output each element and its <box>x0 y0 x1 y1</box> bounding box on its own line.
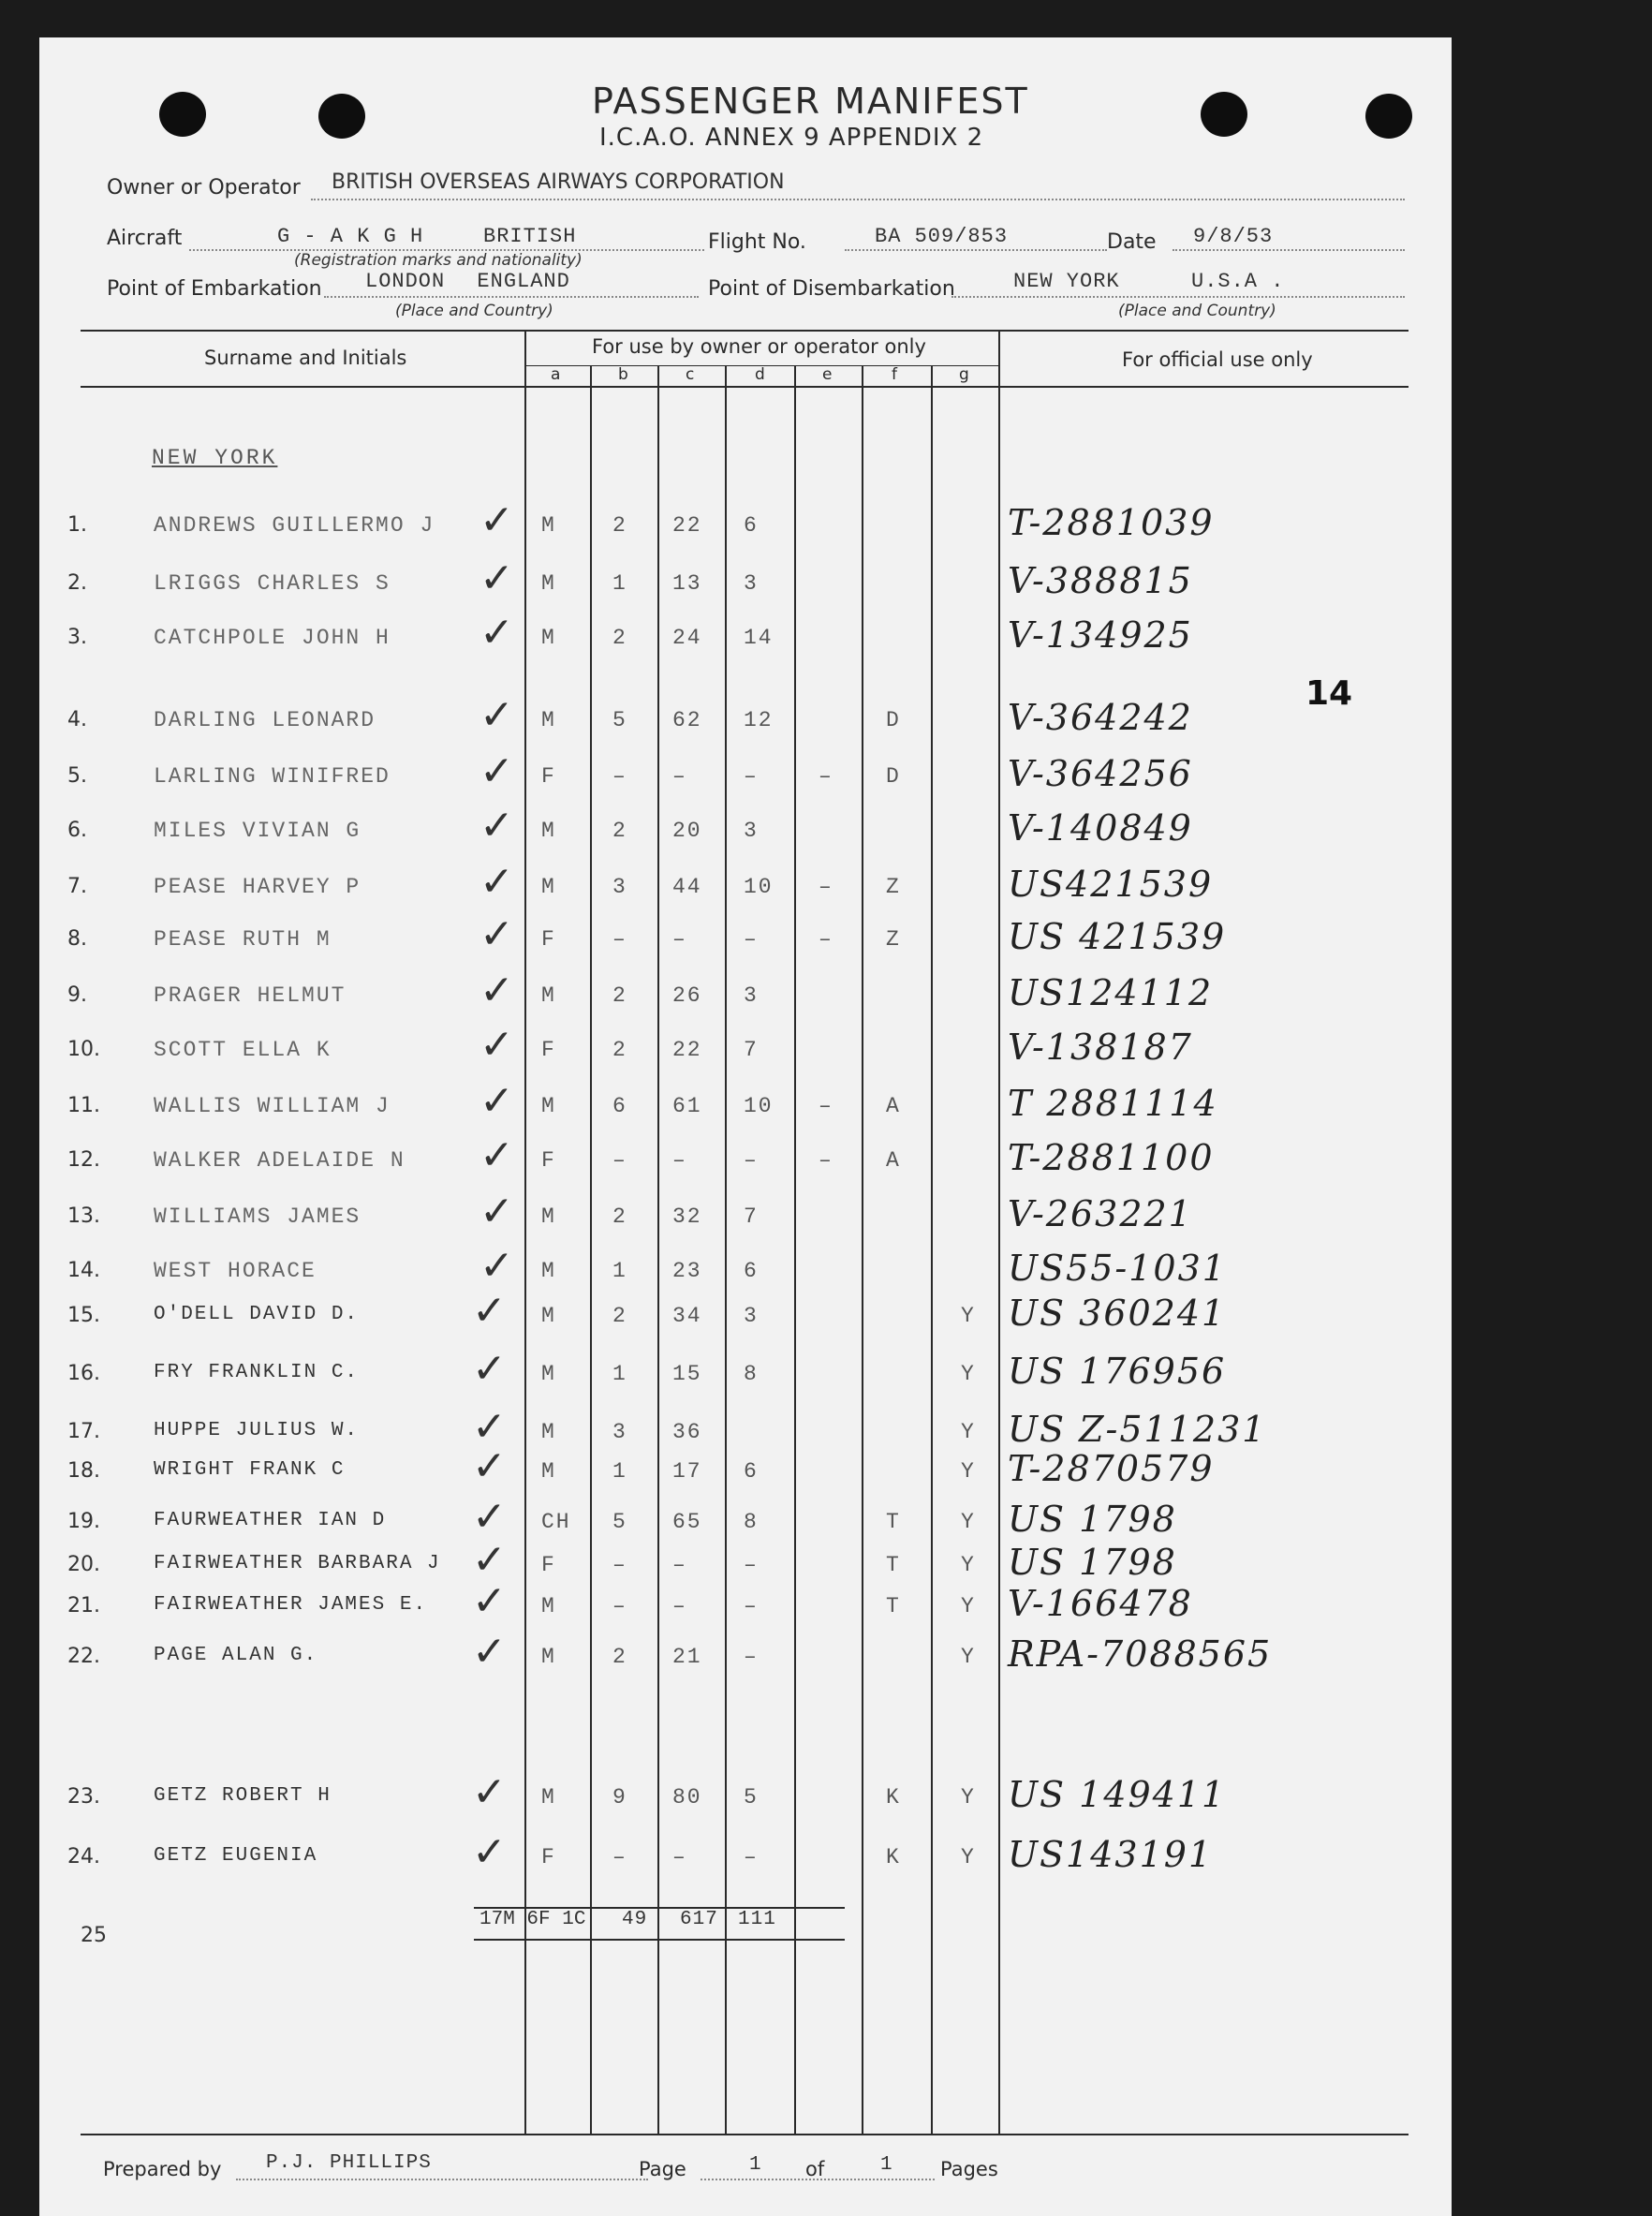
cell-c: 23 <box>672 1259 702 1283</box>
checkmark-icon: ✓ <box>479 858 514 906</box>
cell-b: 3 <box>612 1420 627 1444</box>
cell-f: D <box>886 708 901 732</box>
official-number-handwritten: V-364256 <box>1008 753 1193 794</box>
cell-c: 17 <box>672 1459 702 1484</box>
official-number-handwritten: RPA-7088565 <box>1008 1633 1273 1675</box>
official-number-handwritten: US 1798 <box>1008 1499 1177 1540</box>
checkmark-icon: ✓ <box>479 1242 514 1290</box>
page-mark-14: 14 <box>1305 674 1353 713</box>
cell-a: M <box>541 1645 556 1669</box>
cell-c: 32 <box>672 1204 702 1229</box>
subcol-d: d <box>755 365 765 384</box>
checkmark-icon: ✓ <box>472 1403 507 1451</box>
aircraft-value: G - A K G H <box>277 225 424 248</box>
passenger-name: FRY FRANKLIN C. <box>154 1362 360 1383</box>
cell-b: 9 <box>612 1785 627 1810</box>
official-number-handwritten: V-388815 <box>1008 560 1193 601</box>
passenger-name: WRIGHT FRANK C <box>154 1459 346 1481</box>
cell-c: 22 <box>672 1038 702 1062</box>
cell-b: 2 <box>612 513 627 538</box>
cell-e: – <box>819 764 833 789</box>
embark-value: LONDON ENGLAND <box>365 270 570 293</box>
cell-d: – <box>744 764 759 789</box>
cell-a: M <box>541 875 556 899</box>
official-number-handwritten: V-138187 <box>1008 1027 1193 1068</box>
prepared-label: Prepared by <box>103 2158 222 2180</box>
registration-note: (Registration marks and nationality) <box>294 251 583 270</box>
cell-g: Y <box>961 1362 976 1386</box>
cell-c: 20 <box>672 819 702 843</box>
subcol-b: b <box>618 365 628 384</box>
cell-f: T <box>886 1510 901 1534</box>
cell-g: Y <box>961 1510 976 1534</box>
col-header-official: For official use only <box>1122 348 1313 371</box>
checkmark-icon: ✓ <box>479 802 514 849</box>
row-number: 8. <box>67 927 87 951</box>
passenger-name: FAURWEATHER IAN D <box>154 1510 387 1531</box>
official-number-handwritten: US Z-511231 <box>1008 1409 1267 1450</box>
form-title: PASSENGER MANIFEST <box>592 81 1029 122</box>
table-row <box>39 1345 1452 1399</box>
cell-f: K <box>886 1845 901 1869</box>
cell-a: M <box>541 1094 556 1118</box>
cell-c: – <box>672 1553 687 1577</box>
official-number-handwritten: T-2870579 <box>1008 1448 1215 1489</box>
official-number-handwritten: T 2881114 <box>1008 1083 1218 1124</box>
checkmark-icon: ✓ <box>479 554 514 602</box>
row-number: 23. <box>67 1785 100 1809</box>
cell-a: M <box>541 983 556 1008</box>
cell-c: – <box>672 1148 687 1173</box>
aircraft-label: Aircraft <box>107 227 183 250</box>
row-number: 17. <box>67 1420 100 1443</box>
cell-b: – <box>612 764 627 789</box>
passenger-name: LRIGGS CHARLES S <box>154 571 391 596</box>
disembark-label: Point of Disembarkation <box>708 277 955 301</box>
cell-c: 36 <box>672 1420 702 1444</box>
cell-a: F <box>541 1845 556 1869</box>
cell-a: M <box>541 1204 556 1229</box>
official-number-handwritten: US 1798 <box>1008 1542 1177 1583</box>
cell-f: D <box>886 764 901 789</box>
cell-a: F <box>541 1038 556 1062</box>
pages-label: Pages <box>940 2158 998 2180</box>
official-number-handwritten: V-140849 <box>1008 807 1193 849</box>
date-value: 9/8/53 <box>1193 225 1274 248</box>
cell-a: M <box>541 1594 556 1618</box>
embark-label: Point of Embarkation <box>107 277 322 301</box>
punch-hole-left-2 <box>318 94 365 139</box>
official-number-handwritten: V-364242 <box>1008 697 1193 738</box>
cell-c: – <box>672 927 687 952</box>
checkmark-icon: ✓ <box>472 1577 507 1625</box>
cell-c: 80 <box>672 1785 702 1810</box>
cell-d: – <box>744 1845 759 1869</box>
row-number: 12. <box>67 1148 100 1172</box>
cell-c: 65 <box>672 1510 702 1534</box>
official-number-handwritten: US 360241 <box>1008 1293 1227 1334</box>
cell-d: – <box>744 1645 759 1669</box>
cell-a: M <box>541 1362 556 1386</box>
cell-b: 5 <box>612 708 627 732</box>
page-label: Page <box>639 2158 686 2180</box>
cell-a: M <box>541 819 556 843</box>
row-number: 6. <box>67 819 87 842</box>
cell-b: – <box>612 1553 627 1577</box>
row-number: 2. <box>67 571 87 595</box>
table-row <box>39 1493 1452 1547</box>
page-dotted-line <box>701 2179 935 2180</box>
official-number-handwritten: T-2881039 <box>1008 502 1215 543</box>
cell-b: 2 <box>612 626 627 650</box>
official-number-handwritten: T-2881100 <box>1008 1137 1215 1178</box>
table-row <box>39 967 1452 1021</box>
cell-c: 21 <box>672 1645 702 1669</box>
passenger-name: O'DELL DAVID D. <box>154 1304 360 1325</box>
cell-a: M <box>541 1785 556 1810</box>
cell-c: 13 <box>672 571 702 596</box>
table-row <box>39 802 1452 856</box>
cell-g: Y <box>961 1645 976 1669</box>
cell-a: M <box>541 513 556 538</box>
cell-c: 34 <box>672 1304 702 1328</box>
flight-value: BA 509/853 <box>875 225 1009 248</box>
table-row <box>39 1077 1452 1131</box>
cell-d: – <box>744 927 759 952</box>
checkmark-icon: ✓ <box>479 609 514 657</box>
passenger-name: PAGE ALAN G. <box>154 1645 318 1666</box>
cell-b: 3 <box>612 875 627 899</box>
table-bottom-rule <box>81 2134 1409 2135</box>
subcol-g: g <box>959 365 969 384</box>
cell-a: M <box>541 571 556 596</box>
prepared-dotted-line <box>236 2179 648 2180</box>
cell-a: F <box>541 1148 556 1173</box>
pages-value: 1 <box>880 2154 893 2176</box>
row-number: 13. <box>67 1204 100 1228</box>
table-row <box>39 1242 1452 1296</box>
official-number-handwritten: V-134925 <box>1008 614 1193 656</box>
cell-b: 1 <box>612 1259 627 1283</box>
cell-e: – <box>819 927 833 952</box>
cell-c: 22 <box>672 513 702 538</box>
table-row <box>39 910 1452 965</box>
form-subtitle: I.C.A.O. ANNEX 9 APPENDIX 2 <box>599 124 984 152</box>
passenger-name: PRAGER HELMUT <box>154 983 347 1008</box>
row-number: 3. <box>67 626 87 649</box>
totals-b: 49 <box>622 1909 648 1930</box>
official-number-handwritten: US143191 <box>1008 1834 1214 1875</box>
disembark-country: U.S.A . <box>1191 270 1285 293</box>
col-header-owner-use: For use by owner or operator only <box>592 335 926 358</box>
table-row <box>39 1828 1452 1883</box>
passenger-name: FAIRWEATHER JAMES E. <box>154 1594 428 1616</box>
cell-d: 3 <box>744 983 759 1008</box>
cell-a: M <box>541 708 556 732</box>
checkmark-icon: ✓ <box>472 1828 507 1876</box>
cell-a: F <box>541 927 556 952</box>
passenger-name: PEASE RUTH M <box>154 927 332 952</box>
passenger-name: DARLING LEONARD <box>154 708 376 732</box>
passenger-name: PEASE HARVEY P <box>154 875 361 899</box>
cell-d: 3 <box>744 819 759 843</box>
table-row <box>39 858 1452 912</box>
cell-c: 61 <box>672 1094 702 1118</box>
passenger-name: WEST HORACE <box>154 1259 317 1283</box>
passenger-name: ANDREWS GUILLERMO J <box>154 513 435 538</box>
row-number: 14. <box>67 1259 100 1282</box>
table-top-rule <box>81 330 1409 332</box>
cell-d: – <box>744 1594 759 1618</box>
disembark-city: NEW YORK <box>1013 270 1120 293</box>
flight-label: Flight No. <box>708 230 806 254</box>
cell-d: 12 <box>744 708 774 732</box>
row-number: 16. <box>67 1362 100 1385</box>
cell-d: 10 <box>744 875 774 899</box>
checkmark-icon: ✓ <box>472 1628 507 1676</box>
row-number: 7. <box>67 875 87 898</box>
totals-bottom-rule <box>474 1939 845 1941</box>
punch-hole-left-1 <box>159 92 206 137</box>
passenger-name: FAIRWEATHER BARBARA J <box>154 1553 441 1574</box>
cell-b: 1 <box>612 571 627 596</box>
cell-d: 6 <box>744 1459 759 1484</box>
cell-b: 1 <box>612 1362 627 1386</box>
cell-d: 6 <box>744 1259 759 1283</box>
date-dotted-line <box>1173 249 1405 251</box>
row-number: 15. <box>67 1304 100 1327</box>
cell-b: – <box>612 1148 627 1173</box>
owner-label: Owner or Operator <box>107 176 301 199</box>
passenger-name: GETZ EUGENIA <box>154 1845 318 1867</box>
official-number-handwritten: US55-1031 <box>1008 1248 1227 1289</box>
cell-f: Z <box>886 875 901 899</box>
totals-c: 617 <box>680 1909 718 1930</box>
table-row <box>39 1628 1452 1682</box>
cell-g: Y <box>961 1594 976 1618</box>
cell-b: 2 <box>612 1204 627 1229</box>
official-number-handwritten: US 149411 <box>1008 1774 1227 1815</box>
cell-a: M <box>541 1304 556 1328</box>
cell-b: 2 <box>612 1038 627 1062</box>
cell-g: Y <box>961 1845 976 1869</box>
prepared-value: P.J. PHILLIPS <box>266 2152 432 2174</box>
date-label: Date <box>1107 230 1157 254</box>
cell-d: – <box>744 1148 759 1173</box>
cell-e: – <box>819 875 833 899</box>
checkmark-icon: ✓ <box>472 1768 507 1816</box>
passenger-name: LARLING WINIFRED <box>154 764 391 789</box>
cell-g: Y <box>961 1304 976 1328</box>
checkmark-icon: ✓ <box>479 496 514 544</box>
passenger-name: GETZ ROBERT H <box>154 1785 332 1807</box>
passenger-name: WILLIAMS JAMES <box>154 1204 361 1229</box>
embark-note: (Place and Country) <box>395 302 553 320</box>
cell-e: – <box>819 1094 833 1118</box>
row-number: 4. <box>67 708 87 731</box>
cell-f: A <box>886 1148 901 1173</box>
cell-b: 2 <box>612 819 627 843</box>
cell-c: – <box>672 1594 687 1618</box>
page-value: 1 <box>749 2154 762 2176</box>
checkmark-icon: ✓ <box>479 747 514 795</box>
row-number: 11. <box>67 1094 100 1117</box>
of-label: of <box>805 2158 825 2180</box>
table-row <box>39 496 1452 551</box>
official-number-handwritten: US124112 <box>1008 972 1214 1013</box>
cell-d: 7 <box>744 1204 759 1229</box>
cell-g: Y <box>961 1459 976 1484</box>
cell-d: 10 <box>744 1094 774 1118</box>
cell-c: 26 <box>672 983 702 1008</box>
table-row <box>39 1536 1452 1590</box>
col-header-surname: Surname and Initials <box>204 347 407 369</box>
official-number-handwritten: V-263221 <box>1008 1193 1193 1234</box>
passenger-name: HUPPE JULIUS W. <box>154 1420 360 1441</box>
passenger-name: CATCHPOLE JOHN H <box>154 626 391 650</box>
cell-c: 24 <box>672 626 702 650</box>
cell-c: – <box>672 1845 687 1869</box>
table-row <box>39 1577 1452 1632</box>
table-row <box>39 1287 1452 1341</box>
cell-a: M <box>541 626 556 650</box>
embark-dotted-line <box>324 296 699 298</box>
nationality-value: BRITISH <box>483 225 577 248</box>
checkmark-icon: ✓ <box>479 1131 514 1179</box>
cell-a: F <box>541 764 556 789</box>
disembark-note: (Place and Country) <box>1118 302 1276 320</box>
table-row <box>39 1021 1452 1075</box>
checkmark-icon: ✓ <box>472 1442 507 1490</box>
cell-b: 6 <box>612 1094 627 1118</box>
flight-dotted-line <box>845 249 1107 251</box>
cell-f: T <box>886 1553 901 1577</box>
row-number: 20. <box>67 1553 100 1576</box>
cell-d: 6 <box>744 513 759 538</box>
cell-d: 3 <box>744 571 759 596</box>
cell-a: M <box>541 1259 556 1283</box>
disembark-dotted-line <box>951 296 1405 298</box>
section-new-york: NEW YORK <box>152 446 278 470</box>
cell-b: 2 <box>612 983 627 1008</box>
row-number: 9. <box>67 983 87 1007</box>
row-number: 18. <box>67 1459 100 1483</box>
cell-c: – <box>672 764 687 789</box>
cell-g: Y <box>961 1553 976 1577</box>
table-row <box>39 554 1452 609</box>
cell-b: 1 <box>612 1459 627 1484</box>
cell-a: M <box>541 1420 556 1444</box>
cell-c: 15 <box>672 1362 702 1386</box>
cell-d: 7 <box>744 1038 759 1062</box>
totals-d: 111 <box>738 1909 776 1930</box>
table-header-rule <box>81 386 1409 388</box>
table-row <box>39 1403 1452 1457</box>
passenger-name: WALKER ADELAIDE N <box>154 1148 406 1173</box>
row-number: 21. <box>67 1594 100 1618</box>
checkmark-icon: ✓ <box>479 1021 514 1069</box>
table-row <box>39 1188 1452 1242</box>
punch-hole-right-2 <box>1365 94 1412 139</box>
row-number: 10. <box>67 1038 100 1061</box>
subcol-a: a <box>551 365 561 384</box>
cell-b: 2 <box>612 1645 627 1669</box>
official-number-handwritten: US421539 <box>1008 864 1214 905</box>
subcol-e: e <box>822 365 833 384</box>
owner-dotted-line <box>311 199 1405 200</box>
official-number-handwritten: US 421539 <box>1008 916 1227 957</box>
cell-a: CH <box>541 1510 571 1534</box>
table-row <box>39 1442 1452 1497</box>
row-number: 19. <box>67 1510 100 1533</box>
checkmark-icon: ✓ <box>479 691 514 739</box>
official-number-handwritten: V-166478 <box>1008 1583 1193 1624</box>
passenger-name: SCOTT ELLA K <box>154 1038 332 1062</box>
checkmark-icon: ✓ <box>472 1536 507 1584</box>
cell-a: M <box>541 1459 556 1484</box>
cell-d: 3 <box>744 1304 759 1328</box>
cell-b: 2 <box>612 1304 627 1328</box>
cell-b: 5 <box>612 1510 627 1534</box>
cell-a: F <box>541 1553 556 1577</box>
cell-f: T <box>886 1594 901 1618</box>
table-row <box>39 1768 1452 1823</box>
cell-c: 44 <box>672 875 702 899</box>
cell-b: – <box>612 1845 627 1869</box>
cell-g: Y <box>961 1785 976 1810</box>
row-number-25: 25 <box>81 1924 107 1947</box>
totals-a: 17M 6F 1C <box>479 1909 586 1930</box>
cell-c: 62 <box>672 708 702 732</box>
checkmark-icon: ✓ <box>479 1188 514 1235</box>
cell-d: 8 <box>744 1510 759 1534</box>
checkmark-icon: ✓ <box>479 910 514 958</box>
passenger-name: MILES VIVIAN G <box>154 819 361 843</box>
cell-d: 8 <box>744 1362 759 1386</box>
cell-e: – <box>819 1148 833 1173</box>
cell-g: Y <box>961 1420 976 1444</box>
row-number: 1. <box>67 513 87 537</box>
passenger-name: WALLIS WILLIAM J <box>154 1094 391 1118</box>
row-number: 22. <box>67 1645 100 1668</box>
table-row <box>39 1131 1452 1186</box>
cell-f: Z <box>886 927 901 952</box>
checkmark-icon: ✓ <box>472 1493 507 1541</box>
row-number: 5. <box>67 764 87 788</box>
cell-d: 14 <box>744 626 774 650</box>
checkmark-icon: ✓ <box>479 1077 514 1125</box>
cell-f: A <box>886 1094 901 1118</box>
checkmark-icon: ✓ <box>472 1345 507 1393</box>
table-row <box>39 747 1452 802</box>
subcol-f: f <box>892 365 897 384</box>
cell-b: – <box>612 927 627 952</box>
checkmark-icon: ✓ <box>472 1287 507 1335</box>
cell-b: – <box>612 1594 627 1618</box>
row-number: 24. <box>67 1845 100 1869</box>
cell-f: K <box>886 1785 901 1810</box>
cell-d: – <box>744 1553 759 1577</box>
owner-value: BRITISH OVERSEAS AIRWAYS CORPORATION <box>332 170 785 194</box>
table-row <box>39 609 1452 663</box>
subcol-c: c <box>686 365 695 384</box>
cell-d: 5 <box>744 1785 759 1810</box>
official-number-handwritten: US 176956 <box>1008 1351 1227 1392</box>
punch-hole-right-1 <box>1201 92 1247 137</box>
checkmark-icon: ✓ <box>479 967 514 1014</box>
manifest-sheet <box>39 37 1452 2216</box>
